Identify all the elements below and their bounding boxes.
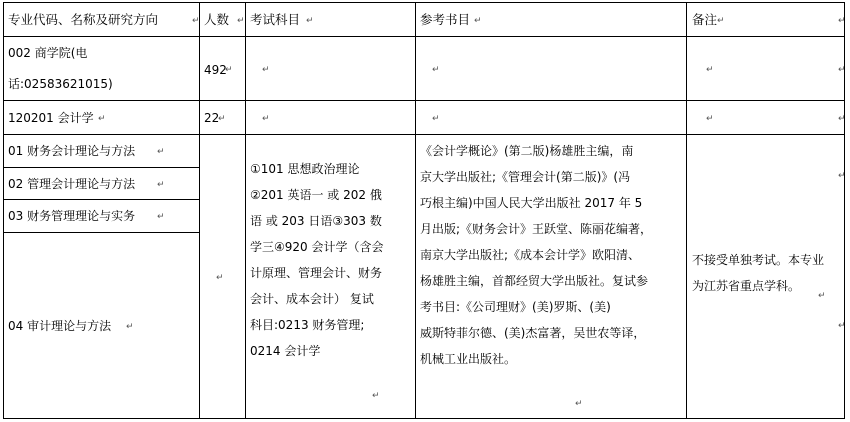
return-mark-icon: ↵ bbox=[262, 65, 270, 75]
major-name: 120201 会计学 bbox=[8, 111, 94, 125]
return-mark-icon: ↵ bbox=[192, 16, 200, 26]
row-divider bbox=[3, 199, 199, 200]
return-mark-icon: ↵ bbox=[98, 114, 106, 124]
school-name-line1: 002 商学院(电 bbox=[8, 46, 88, 60]
exam-line: 科目:0213 财务管理; bbox=[250, 318, 365, 332]
exam-line: 学三④920 会计学（含会 bbox=[250, 240, 384, 254]
return-mark-icon: ↵ bbox=[157, 147, 165, 157]
book-line: 巧根主编)中国人民大学出版社 2017 年 5 bbox=[420, 196, 643, 210]
header-remarks: 备注 bbox=[692, 12, 718, 27]
return-mark-icon: ↵ bbox=[432, 65, 440, 75]
return-mark-icon: ↵ bbox=[225, 65, 233, 75]
return-mark-icon: ↵ bbox=[838, 114, 846, 124]
reference-books bbox=[420, 138, 652, 372]
return-mark-icon: ↵ bbox=[474, 16, 482, 26]
header-books: 参考书目 bbox=[420, 12, 471, 27]
return-mark-icon: ↵ bbox=[432, 114, 440, 124]
row-divider bbox=[3, 134, 845, 135]
remark-line: 不接受单独考试。本专业 bbox=[692, 253, 825, 267]
book-line: 杨雄胜主编，首都经贸大学出版社。复试参 bbox=[420, 274, 649, 288]
table-border-left bbox=[3, 2, 4, 419]
return-mark-icon: ↵ bbox=[306, 16, 314, 26]
return-mark-icon: ↵ bbox=[216, 273, 224, 283]
return-mark-icon: ↵ bbox=[717, 16, 725, 26]
book-line: 威斯特菲尔德、(美)杰富著，吴世农等译， bbox=[420, 326, 646, 340]
col-divider bbox=[686, 2, 687, 419]
book-line: 考书目:《公司理财》(美)罗斯、(美) bbox=[420, 300, 611, 314]
exam-line: 0214 会计学 bbox=[250, 344, 321, 358]
col-divider bbox=[199, 2, 200, 419]
header-exam: 考试科目 bbox=[250, 12, 301, 27]
direction-item: 04 审计理论与方法 bbox=[8, 319, 112, 333]
return-mark-icon: ↵ bbox=[818, 291, 826, 301]
exam-subjects bbox=[250, 156, 383, 364]
return-mark-icon: ↵ bbox=[372, 391, 380, 401]
school-name-line2: 话:02583621015) bbox=[8, 77, 113, 91]
book-line: 机械工业出版社。 bbox=[420, 352, 517, 366]
exam-line: 计原理、管理会计、财务 bbox=[250, 266, 383, 280]
exam-line: 语 或 203 日语③303 数 bbox=[250, 214, 382, 228]
remark-line: 为江苏省重点学科。 bbox=[692, 279, 801, 293]
return-mark-icon: ↵ bbox=[706, 114, 714, 124]
return-mark-icon: ↵ bbox=[157, 212, 165, 222]
return-mark-icon: ↵ bbox=[838, 16, 846, 26]
major-count: 22 bbox=[204, 111, 220, 125]
row-divider bbox=[3, 100, 845, 101]
header-count: 人数 bbox=[204, 12, 230, 27]
book-line: 京大学出版社;《管理会计(第二版)》(冯 bbox=[420, 170, 631, 184]
remarks bbox=[692, 247, 824, 299]
col-divider bbox=[245, 2, 246, 419]
exam-line: 会计、成本会计） 复试 bbox=[250, 292, 374, 306]
return-mark-icon: ↵ bbox=[126, 322, 134, 332]
direction-item: 01 财务会计理论与方法 bbox=[8, 144, 136, 158]
book-line: 南京大学出版社;《成本会计学》欧阳清、 bbox=[420, 248, 641, 262]
return-mark-icon: ↵ bbox=[218, 114, 226, 124]
return-mark-icon: ↵ bbox=[237, 16, 245, 26]
exam-line: ①101 思想政治理论 bbox=[250, 162, 360, 176]
row-divider bbox=[3, 36, 845, 37]
row-divider bbox=[3, 232, 199, 233]
direction-item: 03 财务管理理论与实务 bbox=[8, 209, 136, 223]
header-major: 专业代码、名称及研究方向 bbox=[8, 12, 159, 27]
book-line: 月出版;《财务会计》王跃堂、陈丽花编著， bbox=[420, 222, 653, 236]
return-mark-icon: ↵ bbox=[157, 180, 165, 190]
direction-item: 02 管理会计理论与方法 bbox=[8, 177, 136, 191]
col-divider bbox=[415, 2, 416, 419]
book-line: 《会计学概论》(第二版)杨雄胜主编，南 bbox=[420, 144, 634, 158]
return-mark-icon: ↵ bbox=[706, 65, 714, 75]
return-mark-icon: ↵ bbox=[262, 114, 270, 124]
school-count: 492 bbox=[204, 63, 227, 77]
table-border-top bbox=[3, 2, 845, 3]
row-divider bbox=[3, 167, 199, 168]
return-mark-icon: ↵ bbox=[838, 65, 846, 75]
return-mark-icon: ↵ bbox=[575, 399, 583, 409]
return-mark-icon: ↵ bbox=[838, 321, 846, 331]
return-mark-icon: ↵ bbox=[838, 171, 846, 181]
table-border-bottom bbox=[3, 418, 845, 419]
exam-line: ②201 英语一 或 202 俄 bbox=[250, 188, 382, 202]
